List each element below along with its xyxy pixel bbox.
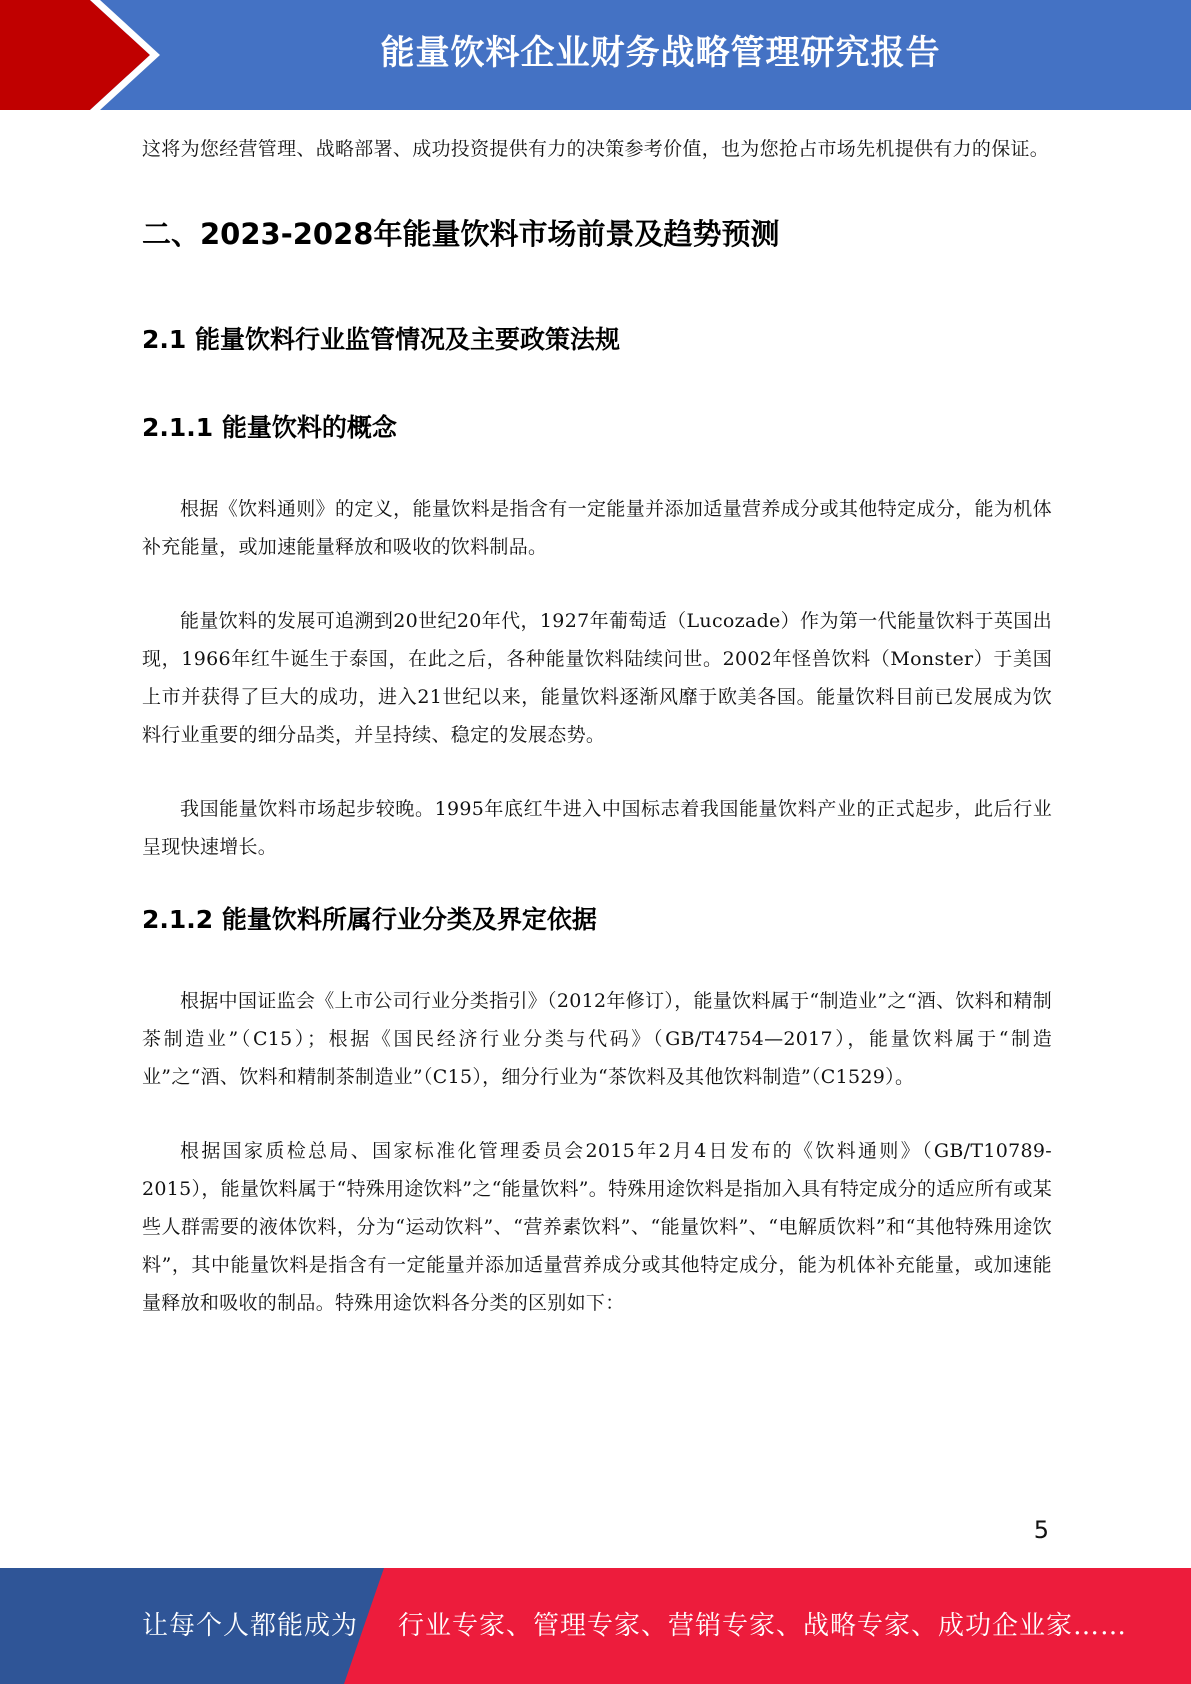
section-heading: 二、2023-2028年能量饮料市场前景及趋势预测 (142, 217, 780, 251)
classification-paragraph: 根据中国证监会《上市公司行业分类指引》（2012年修订），能量饮料属于“制造业”之“酒、饮料和精制茶制造业”（C15）；根据《国民经济行业分类与代码》（GB/T4754—2017），能量饮料属于“制造业”之“酒、饮料和精制茶制造业”（C15），细分行业为“茶饮料及其他饮料制造”（C1529）。 (142, 990, 1052, 1088)
classification-heading: 2.1.2 能量饮料所属行业分类及界定依据 (142, 905, 597, 934)
concept-heading: 2.1.1 能量饮料的概念 (142, 413, 397, 442)
history-paragraph: 能量饮料的发展可追溯到20世纪20年代，1927年葡萄适（Lucozade）作为第一代能量饮料于英国出现，1966年红牛诞生于泰国，在此之后，各种能量饮料陆续问世。2002年怪兽饮料（Monster）于美国上市并获得了巨大的成功，进入21世纪以来，能量饮料逐渐风靡于欧美各国。能量饮料目前已发展成为饮料行业重要的细分品类，并呈持续、稳定的发展态势。 (142, 610, 1052, 746)
page-content (142, 130, 1052, 1322)
standard-paragraph: 根据国家质检总局、国家标准化管理委员会2015年2月4日发布的《饮料通则》（GB/T10789-2015），能量饮料属于“特殊用途饮料”之“能量饮料”。特殊用途饮料是指加入具有特定成分的适应所有或某些人群需要的液体饮料，分为“运动饮料”、“营养素饮料”、“能量饮料”、“电解质饮料”和“其他特殊用途饮料”，其中能量饮料是指含有一定能量并添加适量营养成分或其他特定成分，能为机体补充能量，或加速能量释放和吸收的制品。特殊用途饮料各分类的区别如下： (142, 1140, 1053, 1314)
report-title: 能量饮料企业财务战略管理研究报告 (380, 33, 941, 73)
header-chevron-decoration (0, 0, 160, 110)
concept-paragraph: 根据《饮料通则》的定义，能量饮料是指含有一定能量并添加适量营养成分或其他特定成分，能为机体补充能量，或加速能量释放和吸收的饮料制品。 (142, 498, 1052, 558)
page-header (0, 0, 1191, 110)
china-market-paragraph: 我国能量饮料市场起步较晚。1995年底红牛进入中国标志着我国能量饮料产业的正式起步，此后行业呈现快速增长。 (142, 798, 1052, 858)
page-number: 5 (1033, 1516, 1049, 1544)
intro-paragraph: 这将为您经营管理、战略部署、成功投资提供有力的决策参考价值，也为您抢占市场先机提供有力的保证。 (142, 138, 1050, 160)
page-footer (0, 1568, 1191, 1684)
footer-slogan-right: 行业专家、管理专家、营销专家、战略专家、成功企业家…… (398, 1611, 1128, 1641)
footer-slogan-left: 让每个人都能成为 (142, 1611, 359, 1641)
subsection-heading: 2.1 能量饮料行业监管情况及主要政策法规 (142, 325, 620, 354)
